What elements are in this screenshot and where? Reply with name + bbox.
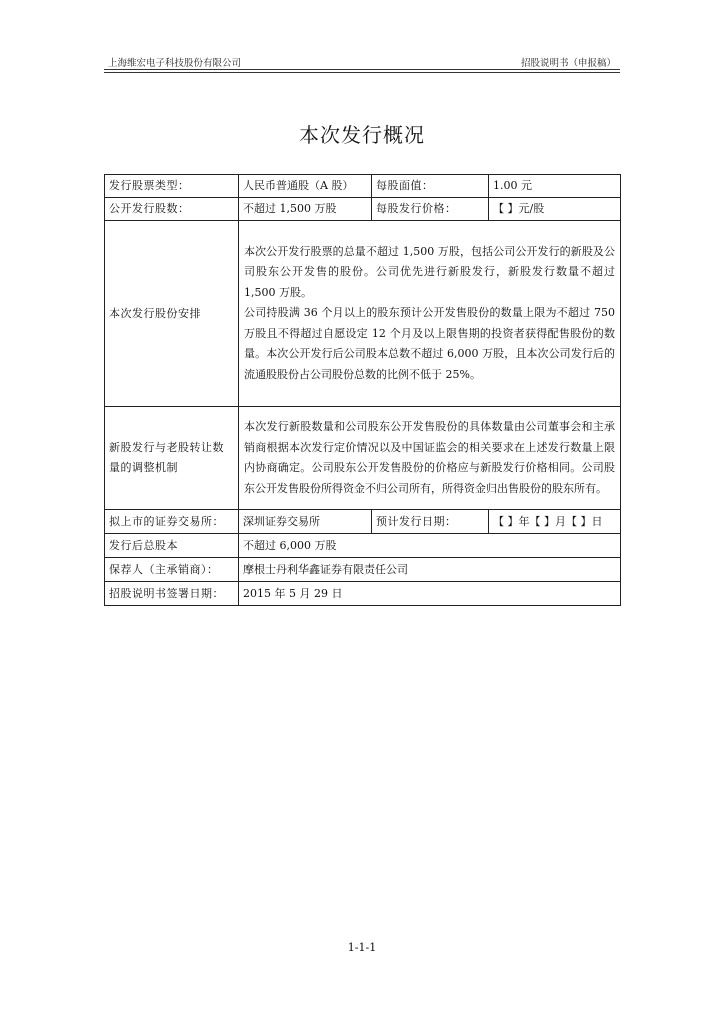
signing-date-value: 2015 年 5 月 29 日 (239, 582, 621, 606)
exchange-value: 深圳证券交易所 (239, 510, 372, 534)
page-header (104, 55, 620, 69)
table-row (105, 582, 621, 606)
issue-date-label: 预计发行日期： (372, 510, 489, 534)
page-title: 本次发行概况 (299, 123, 425, 147)
shares-offered-value: 不超过 1,500 万股 (239, 198, 372, 221)
exchange-label: 拟上市的证券交易所： (105, 510, 239, 534)
offering-overview-table (104, 174, 621, 606)
table-row (105, 534, 621, 558)
table-row (105, 558, 621, 582)
sponsor-value: 摩根士丹利华鑫证券有限责任公司 (239, 558, 621, 582)
stock-type-value: 人民币普通股（A 股） (239, 175, 372, 198)
total-shares-value: 不超过 6,000 万股 (239, 534, 621, 558)
header-rule-thick (104, 69, 620, 70)
table-row (105, 407, 621, 510)
table-row (105, 221, 621, 407)
stock-type-label: 发行股票类型： (105, 175, 239, 198)
total-shares-label: 发行后总股本 (105, 534, 239, 558)
issue-date-value: 【 】年【 】月【 】日 (489, 510, 621, 534)
document-type: 招股说明书（申报稿） (520, 58, 616, 69)
par-value-label: 每股面值： (372, 175, 489, 198)
sponsor-label: 保荐人（主承销商）： (105, 558, 239, 582)
share-arrangement-label: 本次发行股份安排 (105, 221, 239, 407)
par-value-value: 1.00 元 (489, 175, 621, 198)
adjustment-mechanism-content: 本次发行新股数量和公司股东公开发售股份的具体数量由公司董事会和主承销商根据本次发行定价情况以及中国证监会的相关要求在上述发行数量上限内协商确定。公司股东公开发售股份的价格应与新股发行价格相同。公司股东公开发售股份所得资金不归公司所有，所得资金归出售股份的股东所有。 (239, 407, 621, 510)
table-row (105, 198, 621, 221)
table-row (105, 510, 621, 534)
adjustment-mechanism-label: 新股发行与老股转让数量的调整机制 (105, 407, 239, 510)
signing-date-label: 招股说明书签署日期： (105, 582, 239, 606)
header-rule-thin (104, 72, 620, 73)
page-number: 1-1-1 (347, 941, 377, 954)
share-arrangement-content (239, 221, 621, 407)
shares-offered-label: 公开发行股数： (105, 198, 239, 221)
offer-price-label: 每股发行价格： (372, 198, 489, 221)
offer-price-value: 【 】元/股 (489, 198, 621, 221)
share-arrangement-para-1: 本次公开发行股票的总量不超过 1,500 万股，包括公司公开发行的新股及公司股东公开发售的股份。公司优先进行新股发行，新股发行数量不超过 1,500 万股。 (244, 244, 615, 299)
company-name: 上海维宏电子科技股份有限公司 (108, 58, 242, 69)
share-arrangement-para-2: 公司持股满 36 个月以上的股东预计公开发售股份的数量上限为不超过 750 万股且不得超过自愿设定 12 个月及以上限售期的投资者获得配售股份的数量。本次公开发行后公司股本总数不超过 6,000 万股，且本次公司发行后的流通股股份占公司股份总数的比例不低于 25%。 (244, 306, 615, 381)
table-row (105, 175, 621, 198)
